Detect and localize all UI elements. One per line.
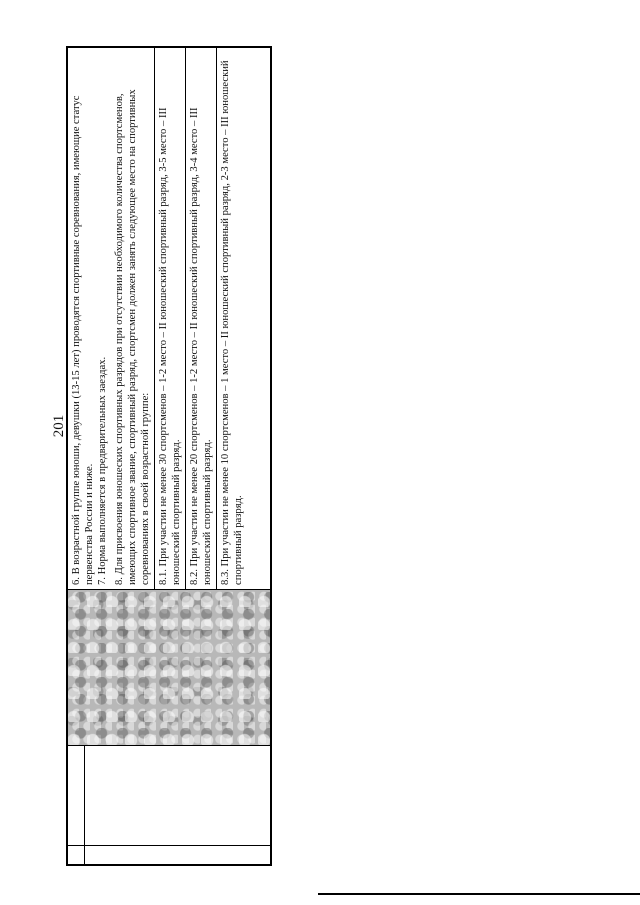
note-8-1: 8.1. При участии не менее 30 спортсменов – 1-2 место – II юношеский спортивный разряд, 3-5 место – III юношеский спортивный разряд. [158,107,182,585]
notes-cell [68,48,270,589]
note-7: 7. Норма выполняется в предварительных заездах. [97,356,108,585]
table-cell [68,846,85,864]
table-column-empty [68,745,270,845]
shaded-cell [68,589,270,745]
table-column-index [68,845,270,864]
divider [185,48,186,589]
note-8: 8. Для присвоения юношеских спортивных разрядов при отсутствии необходимого количества спортсменов, имеющих спортивное звание, спортивный разряд, спортсмен должен занять следующее место на спортивных соревнованиях в своей возрастной группе: [114,89,151,585]
scan-edge-line [318,893,640,895]
notes-table [66,46,272,866]
divider [154,48,155,589]
table-cell [68,746,85,845]
rotated-page [52,46,272,866]
divider [216,48,217,589]
page-number: 201 [51,414,67,438]
note-8-3: 8.3. При участии не менее 10 спортсменов – 1 место – II юношеский спортивный разряд, 2-3 место – III юношеский спортивный разряд. [220,60,244,585]
note-6: 6. В возрастной группе юноши, девушки (13-15 лет) проводятся спортивные соревнования, имеющие статус первенства России и ниже. [71,95,95,585]
note-8-2: 8.2. При участии не менее 20 спортсменов – 1-2 место – II юношеский спортивный разряд, 3-4 место – III юношеский спортивный разряд. [189,107,213,585]
